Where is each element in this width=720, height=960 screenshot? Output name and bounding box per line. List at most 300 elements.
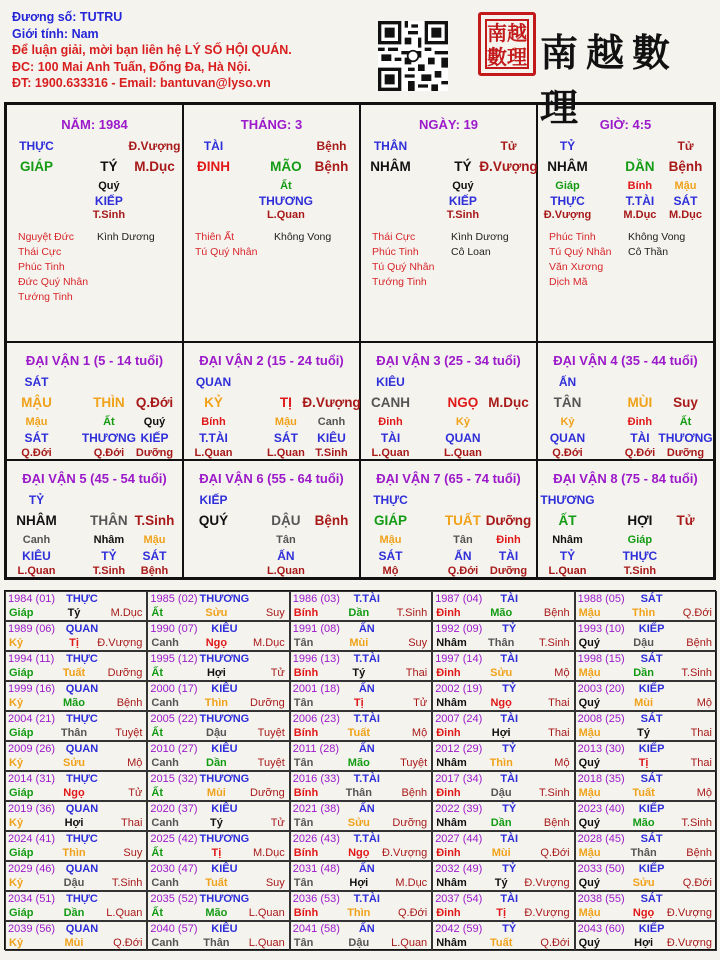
year-ten-god: T.TÀI	[353, 773, 380, 785]
year-cell	[432, 741, 574, 771]
stars-right	[97, 230, 155, 245]
dv-foot-label: Bệnh	[140, 565, 169, 577]
dv-top-label: ẤN	[558, 375, 577, 389]
year-ten-god: T.TÀI	[353, 893, 380, 905]
year-branch: Thân	[345, 787, 372, 799]
year-ten-god: ẤN	[358, 923, 375, 935]
bazi-chart-grid	[4, 102, 716, 580]
year-label: 1999 (16)	[8, 683, 56, 695]
year-label: 2033 (50)	[577, 863, 625, 875]
year-label: 2027 (44)	[435, 833, 483, 845]
dv-hidden-stem: Mậu	[274, 416, 297, 428]
year-label: 2013 (30)	[577, 743, 625, 755]
pillar-main-label: M.Dục	[134, 159, 175, 174]
year-stage: Mộ	[411, 727, 428, 739]
year-stem: Quý	[578, 937, 600, 949]
year-branch: Ngọ	[63, 787, 85, 799]
dv-main-label: TỊ	[279, 395, 292, 410]
year-cell	[290, 741, 432, 771]
year-stage: Bệnh	[686, 637, 712, 649]
year-cell	[575, 771, 717, 801]
year-ten-god: SÁT	[640, 713, 663, 725]
dv-main-label: TÂN	[553, 395, 582, 410]
year-stem: Ất	[151, 907, 163, 919]
year-branch: Dần	[348, 607, 370, 619]
year-stage: Tuyệt	[257, 727, 285, 739]
year-stem: Mậu	[578, 727, 601, 739]
year-label: 2043 (60)	[577, 923, 625, 935]
year-stage: Thai	[548, 697, 570, 709]
year-cell	[5, 771, 147, 801]
year-stage: Mộ	[554, 667, 570, 679]
year-label: 1997 (14)	[435, 653, 483, 665]
star-item: Cô Thần	[628, 246, 669, 258]
year-label: 2010 (27)	[150, 743, 198, 755]
dv-main-label: NHÂM	[16, 513, 57, 528]
dai-van-title: ĐẠI VẬN 5 (45 - 54 tuổi)	[22, 471, 167, 486]
pillar-main-label: NHÂM	[547, 159, 588, 174]
year-stem: Kỷ	[9, 697, 24, 709]
pillar-hidden-stem: Quý	[98, 180, 120, 192]
pillar-sub-label: THỰC	[550, 194, 585, 208]
year-label: 2026 (43)	[292, 833, 340, 845]
pillar-title: GIỜ: 4:5	[599, 117, 652, 132]
header-line1: Đương số: TUTRU	[12, 10, 123, 24]
year-label: 1990 (07)	[150, 623, 198, 635]
year-label: 2030 (47)	[150, 863, 198, 875]
year-ten-god: QUAN	[65, 923, 99, 935]
pillar-foot-label: M.Dục	[623, 209, 657, 221]
pillar-top-label: Tử	[677, 139, 694, 153]
year-ten-god: KIÊU	[211, 863, 238, 875]
year-label: 2019 (36)	[8, 803, 56, 815]
year-stem: Kỷ	[9, 637, 24, 649]
year-ten-god: THỰC	[66, 653, 98, 665]
year-ten-god: THỰC	[66, 593, 98, 605]
dai-van-cell	[6, 460, 183, 578]
year-cell	[147, 711, 289, 741]
year-ten-god: TÀI	[500, 893, 519, 905]
pillar-title: NGÀY: 19	[419, 117, 478, 132]
year-cell	[290, 621, 432, 651]
year-cell	[575, 891, 717, 921]
yearly-luck-table	[4, 590, 716, 950]
year-stem: Mậu	[578, 667, 601, 679]
year-cell	[575, 651, 717, 681]
star-item: Phúc Tinh	[549, 231, 596, 243]
year-branch: Sửu	[62, 757, 86, 769]
year-stem: Nhâm	[436, 817, 467, 829]
year-ten-god: THƯƠNG	[199, 713, 250, 725]
dv-hidden-stem: Canh	[22, 534, 51, 546]
year-ten-god: T.TÀI	[353, 593, 380, 605]
star-item: Không Vong	[274, 231, 332, 243]
pillar-main-label: TÝ	[100, 159, 118, 174]
year-stem: Tân	[293, 817, 314, 829]
year-label: 1985 (02)	[150, 593, 198, 605]
year-cell	[575, 591, 717, 621]
year-stage: Suy	[408, 637, 428, 649]
dv-main-label: ẤT	[558, 513, 577, 528]
year-ten-god: THƯƠNG	[199, 833, 250, 845]
year-label: 1984 (01)	[8, 593, 56, 605]
stars-right	[451, 230, 509, 260]
dv-main-label: MÙI	[627, 395, 653, 410]
year-stage: Suy	[123, 847, 143, 859]
pillar-sub-label: T.TÀI	[625, 194, 655, 208]
year-stage: Thai	[120, 817, 143, 829]
pillar-foot-label: L.Quan	[266, 209, 305, 221]
year-label: 2012 (29)	[435, 743, 483, 755]
year-label: 2018 (35)	[577, 773, 625, 785]
dv-sub-label: T.TÀI	[199, 431, 228, 445]
star-item: Cô Loan	[451, 246, 491, 258]
year-stem: Giáp	[9, 727, 34, 739]
year-ten-god: SÁT	[640, 593, 663, 605]
dv-main-label: Bệnh	[314, 513, 349, 528]
dv-main-label: NGỌ	[447, 395, 479, 410]
year-ten-god: ẤN	[358, 743, 375, 755]
year-label: 1987 (04)	[435, 593, 483, 605]
year-ten-god: T.TÀI	[353, 713, 380, 725]
year-stage: Đ.Vượng	[666, 907, 712, 919]
dv-hidden-stem: Giáp	[627, 534, 653, 546]
stars-left	[18, 230, 88, 305]
year-stage: Mộ	[696, 787, 712, 799]
year-branch: Tị	[69, 637, 79, 649]
dv-main-label: Q.Đới	[135, 395, 174, 410]
year-stage: Tử	[128, 787, 143, 799]
pillar-cell	[537, 104, 714, 342]
dv-hidden-stem: Mậu	[379, 534, 402, 546]
year-branch: Tuất	[62, 667, 86, 679]
dv-top-label: KIẾP	[199, 493, 228, 507]
year-stem: Đinh	[436, 607, 461, 619]
year-label: 2037 (54)	[435, 893, 483, 905]
year-ten-god: TỶ	[502, 683, 517, 695]
year-branch: Mão	[490, 607, 513, 619]
year-branch: Dậu	[348, 937, 370, 949]
year-branch: Thân	[630, 847, 657, 859]
pillar-hidden-stem: Quý	[452, 180, 474, 192]
dv-sub-label: TỶ	[101, 549, 117, 563]
year-label: 2021 (38)	[292, 803, 340, 815]
pillar-top-label: Tử	[500, 139, 517, 153]
year-stem: Quý	[578, 637, 600, 649]
year-branch: Dậu	[206, 727, 227, 739]
dv-hidden-stem: Đinh	[496, 534, 521, 546]
year-cell	[5, 891, 147, 921]
stars-left	[549, 230, 611, 290]
year-stage: Bệnh	[543, 817, 570, 829]
year-label: 2041 (58)	[292, 923, 340, 935]
pillar-foot-label: T.Sinh	[446, 209, 480, 221]
year-label: 2025 (42)	[150, 833, 198, 845]
year-branch: Dần	[206, 757, 227, 769]
year-stage: Q.Đới	[397, 907, 428, 919]
year-ten-god: KIẾP	[638, 743, 665, 755]
dv-foot-label: T.Sinh	[623, 565, 657, 577]
dv-hidden-stem: Quý	[143, 416, 166, 428]
dai-van-title: ĐẠI VẬN 4 (35 - 44 tuổi)	[553, 353, 698, 368]
year-ten-god: SÁT	[640, 773, 663, 785]
year-stage: Tuyệt	[400, 757, 428, 769]
pillar-main-label: TÝ	[454, 159, 472, 174]
stars-right	[274, 230, 331, 245]
dv-sub-label: TÀI	[498, 549, 519, 563]
year-branch: Dậu	[633, 637, 654, 649]
year-stage: Tử	[270, 817, 285, 829]
year-label: 1991 (08)	[292, 623, 340, 635]
year-stage: Q.Đới	[682, 877, 712, 889]
year-stem: Đinh	[436, 847, 461, 859]
year-branch: Thìn	[204, 697, 228, 709]
year-ten-god: QUAN	[65, 623, 99, 635]
dv-hidden-stem: Ất	[103, 416, 115, 428]
year-ten-god: KIÊU	[211, 743, 238, 755]
year-ten-god: THƯƠNG	[199, 893, 250, 905]
year-cell	[575, 921, 717, 951]
year-stem: Đinh	[436, 727, 461, 739]
dai-van-cell	[537, 342, 714, 460]
dv-top-label: TỶ	[28, 493, 45, 507]
brand-calligraphy: 南越數理	[540, 30, 679, 130]
dv-foot-label: Q.Đới	[21, 447, 52, 459]
pillar-foot-label: M.Dục	[669, 209, 702, 221]
year-label: 1995 (12)	[150, 653, 198, 665]
year-cell	[432, 861, 574, 891]
year-stage: L.Quan	[106, 907, 143, 919]
year-cell	[147, 801, 289, 831]
pillar-top-label: THỰC	[19, 139, 54, 153]
year-ten-god: KIẾP	[638, 623, 665, 635]
star-item: Phúc Tinh	[18, 261, 65, 273]
year-label: 2023 (40)	[577, 803, 625, 815]
dai-van-cell	[6, 342, 183, 460]
dv-sub-label: TÀI	[380, 431, 401, 445]
header-line2: Giới tính: Nam	[12, 26, 99, 41]
year-stem: Mậu	[578, 607, 601, 619]
pillar-sub-label: KIẾP	[448, 194, 477, 208]
dv-sub-label: THƯƠNG	[658, 431, 713, 445]
dv-foot-label: Dưỡng	[666, 447, 705, 459]
pillar-top-label: TỶ	[559, 139, 576, 153]
year-branch: Mùi	[64, 937, 84, 949]
dv-sub-label: QUAN	[445, 431, 481, 445]
year-label: 1996 (13)	[292, 653, 340, 665]
year-cell	[432, 621, 574, 651]
year-ten-god: SÁT	[640, 893, 663, 905]
year-ten-god: KIẾP	[638, 923, 665, 935]
year-cell	[575, 801, 717, 831]
dv-foot-label: Q.Đới	[552, 447, 583, 459]
dv-sub-label: THƯƠNG	[81, 431, 136, 445]
year-cell	[147, 651, 289, 681]
dv-main-label: QUÝ	[198, 513, 229, 528]
year-label: 2001 (18)	[292, 683, 340, 695]
star-item: Tú Quý Nhân	[549, 246, 612, 258]
dv-hidden-stem: Tân	[276, 534, 296, 546]
red-seal-stamp	[478, 12, 536, 76]
year-label: 2031 (48)	[292, 863, 340, 875]
year-stage: Đ.Vượng	[524, 907, 570, 919]
year-cell	[147, 591, 289, 621]
year-stem: Kỷ	[9, 757, 24, 769]
year-stem: Tân	[293, 937, 314, 949]
year-stage: T.Sinh	[681, 817, 712, 829]
year-branch: Mùi	[349, 637, 369, 649]
year-stem: Giáp	[9, 667, 34, 679]
year-ten-god: TỶ	[502, 863, 517, 875]
year-cell	[290, 861, 432, 891]
year-branch: Dần	[490, 817, 512, 829]
pillar-top-label: THÂN	[373, 139, 408, 153]
dv-sub-label: SÁT	[24, 431, 49, 445]
year-stage: Tử	[270, 667, 285, 679]
year-stage: Suy	[265, 877, 285, 889]
year-cell	[575, 741, 717, 771]
year-stage: Dưỡng	[392, 817, 428, 829]
year-stage: Bệnh	[116, 697, 143, 709]
dv-hidden-stem: Ất	[679, 416, 692, 428]
year-branch: Thân	[60, 727, 88, 739]
dv-foot-label: Mộ	[382, 565, 399, 577]
year-stem: Đinh	[436, 787, 461, 799]
header-line5: ĐT: 1900.633316 - Email: bantuvan@lyso.vn	[12, 76, 271, 91]
dv-hidden-stem: Mậu	[25, 416, 48, 428]
dv-foot-label: Dưỡng	[135, 447, 174, 459]
year-label: 2016 (33)	[292, 773, 340, 785]
year-cell	[575, 621, 717, 651]
year-branch: Thân	[203, 937, 230, 949]
year-branch: Dần	[633, 667, 654, 679]
dv-sub-label: SÁT	[378, 549, 403, 563]
year-stem: Canh	[151, 877, 179, 889]
header-line3: Để luận giải, mời bạn liên hệ LÝ SỐ HỘI QUÁN.	[12, 43, 292, 58]
year-ten-god: TỶ	[502, 623, 517, 635]
dv-hidden-stem: Tân	[453, 534, 473, 546]
pillar-foot-label: Đ.Vượng	[543, 209, 592, 221]
year-label: 2042 (59)	[435, 923, 483, 935]
year-branch: Tuất	[632, 787, 655, 799]
year-cell	[575, 711, 717, 741]
year-stem: Ất	[151, 667, 163, 679]
year-label: 1992 (09)	[435, 623, 483, 635]
year-stage: M.Dục	[110, 607, 143, 619]
year-stage: Bệnh	[401, 787, 428, 799]
year-stem: Quý	[578, 757, 600, 769]
year-ten-god: QUAN	[65, 683, 99, 695]
year-branch: Mão	[632, 817, 655, 829]
year-ten-god: THỰC	[66, 713, 98, 725]
year-cell	[432, 801, 574, 831]
dv-main-label: DẬU	[271, 513, 301, 528]
year-branch: Tuất	[205, 877, 228, 889]
year-ten-god: THƯƠNG	[199, 773, 250, 785]
year-branch: Mùi	[206, 787, 226, 799]
year-stem: Nhâm	[436, 877, 467, 889]
year-branch: Ngọ	[348, 847, 370, 859]
year-stem: Mậu	[578, 787, 601, 799]
year-stem: Nhâm	[436, 757, 467, 769]
year-label: 2032 (49)	[435, 863, 483, 875]
year-label: 2008 (25)	[577, 713, 625, 725]
pillar-title: THÁNG: 3	[240, 117, 303, 132]
year-branch: Mão	[205, 907, 228, 919]
year-cell	[5, 621, 147, 651]
year-ten-god: KIẾP	[638, 683, 665, 695]
year-stem: Bính	[293, 847, 319, 859]
year-ten-god: SÁT	[640, 833, 663, 845]
year-stem: Quý	[578, 817, 600, 829]
year-cell	[147, 621, 289, 651]
year-ten-god: THỰC	[66, 773, 98, 785]
year-stem: Kỷ	[9, 937, 24, 949]
dv-sub-label: KIẾP	[140, 431, 169, 445]
year-branch: Sửu	[632, 877, 655, 889]
year-stem: Mậu	[578, 907, 601, 919]
year-branch: Dậu	[63, 877, 85, 889]
year-label: 2020 (37)	[150, 803, 198, 815]
year-stage: Thai	[548, 727, 570, 739]
dai-van-cell	[183, 342, 360, 460]
dv-foot-label: Q.Đới	[447, 565, 479, 577]
star-item: Không Vong	[628, 231, 686, 243]
year-ten-god: KIÊU	[211, 623, 238, 635]
pillar-main-label: ĐINH	[197, 159, 230, 174]
year-stem: Nhâm	[436, 697, 467, 709]
year-stage: Q.Đới	[540, 847, 570, 859]
year-label: 2028 (45)	[577, 833, 625, 845]
dv-hidden-stem: Nhâm	[93, 534, 125, 546]
year-cell	[290, 711, 432, 741]
star-item: Thiên Ất	[195, 231, 235, 243]
dv-top-label: THƯƠNG	[540, 493, 595, 507]
year-label: 2009 (26)	[8, 743, 56, 755]
dv-hidden-stem: Kỷ	[560, 416, 575, 428]
year-ten-god: KIẾP	[638, 803, 665, 815]
dv-foot-label: L.Quan	[548, 565, 587, 577]
year-cell	[5, 591, 147, 621]
year-branch: Sửu	[347, 817, 370, 829]
year-branch: Ngọ	[205, 637, 228, 649]
pillar-sub-label: THƯƠNG	[258, 194, 313, 208]
year-branch: Dậu	[490, 787, 512, 799]
year-cell	[290, 651, 432, 681]
star-item: Tú Quý Nhân	[372, 261, 435, 273]
year-branch: Hợi	[349, 877, 369, 889]
dv-main-label: GIÁP	[373, 513, 408, 528]
star-item: Thái Cực	[372, 231, 416, 243]
seal-glyphs: 南越 數理	[487, 21, 527, 69]
year-branch: Tị	[496, 907, 507, 919]
year-stem: Canh	[151, 697, 179, 709]
year-stem: Canh	[151, 817, 179, 829]
stars-right	[628, 230, 685, 260]
dv-hidden-stem: Mậu	[143, 534, 166, 546]
year-stage: Tử	[413, 697, 428, 709]
year-branch: Mão	[63, 697, 85, 709]
year-cell	[432, 771, 574, 801]
year-stage: Q.Đới	[113, 937, 143, 949]
stars-left	[372, 230, 434, 290]
dv-sub-label: KIÊU	[317, 431, 346, 445]
year-stem: Bính	[293, 787, 319, 799]
qr-code-icon	[378, 21, 448, 91]
year-stem: Canh	[151, 757, 179, 769]
dv-foot-label: Dưỡng	[489, 565, 528, 577]
year-stage: Q.Đới	[682, 607, 712, 619]
